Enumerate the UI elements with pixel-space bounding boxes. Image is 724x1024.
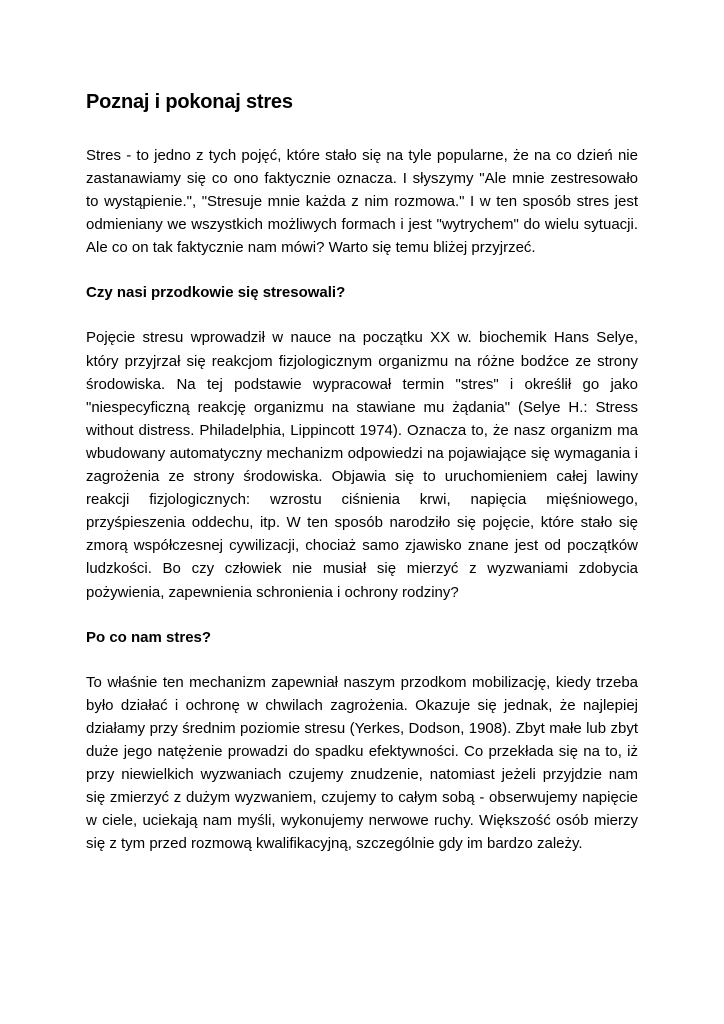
section-heading-ancestors: Czy nasi przodkowie się stresowali?: [86, 284, 346, 302]
intro-paragraph: Stres - to jedno z tych pojęć, które stało się na tyle popularne, że na co dzień nie zastanawiamy się co ono faktycznie oznacza. I słyszymy "Ale mnie zestresowało to wystąpienie.", "Stresuje mnie każda z nim rozmowa." I w ten sposób stres jest odmieniany we wszystkich możliwych formach i jest "wytrychem" do wielu sytuacji. Ale co on tak faktycznie nam mówi? Warto się temu bliżej przyjrzeć.: [86, 147, 638, 257]
section-heading-purpose: Po co nam stres?: [86, 628, 212, 646]
document-page: [86, 88, 638, 855]
section-body-ancestors: Pojęcie stresu wprowadził w nauce na początku XX w. biochemik Hans Selye, który przyjrzał się reakcjom fizjologicznym organizmu na różne bodźce ze strony środowiska. Na tej podstawie wypracował termin "stres" i określił go jako "niespecyficzną reakcję organizmu na stawiane mu żądania" (Selye H.: Stress without distress. Philadelphia, Lippincott 1974). Oznacza to, że nasz organizm ma wbudowany automatyczny mechanizm odpowiedzi na pojawiające się wymagania i zagrożenia ze strony środowiska. Objawia się to uruchomieniem całej lawiny reakcji fizjologicznych: wzrostu ciśnienia krwi, napięcia mięśniowego, przyśpieszenia oddechu, itp. W ten sposób narodziło się pojęcie, które stało się zmorą współczesnej cywilizacji, chociaż samo zjawisko znane jest od początków ludzkości. Bo czy człowiek nie musiał się mierzyć z wyzwaniami zdobycia pożywienia, zapewnienia schronienia i ochrony rodziny?: [86, 329, 638, 601]
section-body-purpose: To właśnie ten mechanizm zapewniał naszym przodkom mobilizację, kiedy trzeba było działać i ochronę w chwilach zagrożenia. Okazuje się jednak, że najlepiej działamy przy średnim poziomie stresu (Yerkes, Dodson, 1908). Zbyt małe lub zbyt duże jego natężenie prowadzi do spadku efektywności. Co przekłada się na to, iż przy niewielkich wyzwaniach czujemy znudzenie, natomiast jeżeli przyjdzie nam się zmierzyć z dużym wyzwaniem, czujemy to całym sobą - obserwujemy napięcie w ciele, uciekają nam myśli, wykonujemy nerwowe ruchy. Większość osób mierzy się z tym przed rozmową kwalifikacyjną, szczególnie gdy im bardzo zależy.: [86, 673, 638, 853]
page-title: Poznaj i pokonaj stres: [86, 91, 293, 113]
